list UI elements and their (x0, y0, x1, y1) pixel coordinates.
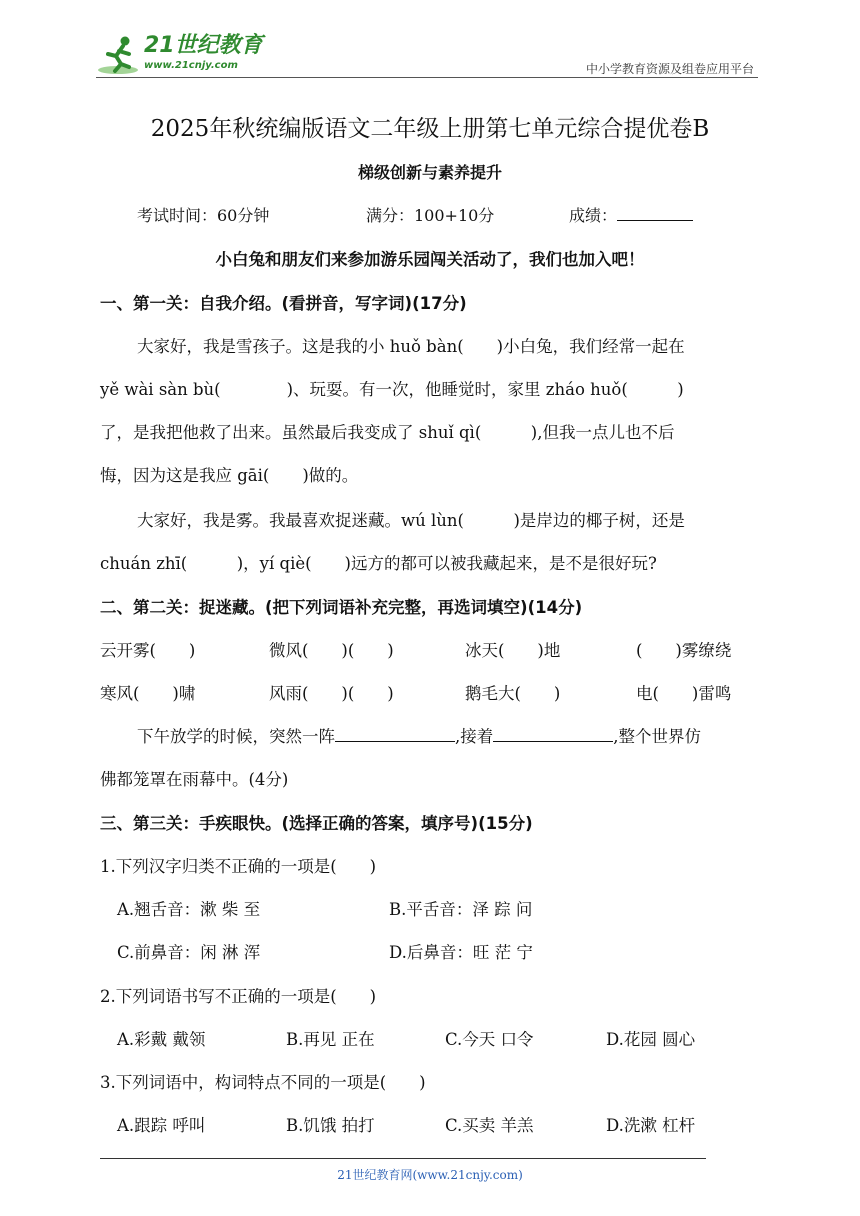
logo-title: 21世纪教育 (144, 33, 263, 58)
option-b: B.饥饿 拍打 (286, 1116, 375, 1135)
header-divider (96, 77, 758, 78)
exam-grade (569, 203, 693, 226)
question-2: 2.下列词语书写不正确的一项是( ) (100, 987, 377, 1006)
section1-line: chuán zhī( )，yí qiè( )远方的都可以被我藏起来，是不是很好玩? (100, 554, 657, 573)
fill-sentence (137, 723, 701, 747)
answer-blank[interactable] (493, 727, 613, 742)
idiom-item: 寒风( )啸 (100, 684, 196, 703)
grade-blank[interactable] (617, 206, 693, 221)
section1-line: 了，是我把他救了出来。虽然最后我变成了 shuǐ qì( ),但我一点儿也不后 (100, 423, 675, 442)
fill-text: 下午放学的时候，突然一阵 (137, 727, 335, 746)
option-a: A.翘舌音：漱 柴 至 (117, 900, 261, 919)
option-b: B.平舌音：泽 踪 问 (389, 900, 533, 919)
option-d: D.洗漱 杠杆 (606, 1116, 696, 1135)
fill-text: ,接着 (455, 727, 494, 746)
exam-score: 满分：100+10分 (366, 206, 495, 225)
idiom-item: 冰天( )地 (465, 641, 561, 660)
answer-blank[interactable] (335, 727, 455, 742)
footer-divider (100, 1158, 706, 1159)
idiom-item: 云开雾( ) (100, 641, 196, 660)
idiom-item: 电( )雷鸣 (636, 684, 732, 703)
idiom-item: ( )雾缭绕 (636, 641, 732, 660)
page-subtitle: 梯级创新与素养提升 (357, 163, 502, 182)
idiom-item: 微风( )( ) (269, 641, 394, 660)
option-a: A.跟踪 呼叫 (117, 1116, 206, 1135)
section1-line: 大家好，我是雾。我最喜欢捉迷藏。wú lùn( )是岸边的椰子树，还是 (137, 511, 685, 530)
section2-heading: 二、第二关：捉迷藏。(把下列词语补充完整，再选词填空)(14分) (100, 598, 583, 617)
section1-line: 大家好，我是雪孩子。这是我的小 huǒ bàn( )小白兔，我们经常一起在 (137, 337, 685, 356)
exam-time: 考试时间：60分钟 (137, 206, 270, 225)
idiom-item: 风雨( )( ) (269, 684, 394, 703)
section1-line: 悔，因为这是我应 gāi( )做的。 (100, 466, 359, 485)
section3-heading: 三、第三关：手疾眼快。(选择正确的答案，填序号)(15分) (100, 814, 533, 833)
option-b: B.再见 正在 (286, 1030, 375, 1049)
runner-logo-icon (96, 34, 142, 76)
section1-line: yě wài sàn bù( )、玩耍。有一次，他睡觉时，家里 zháo huǒ( ) (100, 380, 684, 399)
grade-label: 成绩： (569, 206, 618, 225)
footer-link[interactable]: 21世纪教育网(www.21cnjy.com) (337, 1168, 523, 1182)
option-c: C.买卖 羊羔 (445, 1116, 534, 1135)
section1-heading: 一、第一关：自我介绍。(看拼音，写字词)(17分) (100, 294, 467, 313)
question-3: 3.下列词语中，构词特点不同的一项是( ) (100, 1073, 426, 1092)
platform-label: 中小学教育资源及组卷应用平台 (585, 62, 754, 76)
idiom-item: 鹅毛大( ) (465, 684, 561, 703)
fill-sentence-end: 佛都笼罩在雨幕中。(4分) (100, 770, 289, 789)
fill-text: ,整个世界仿 (613, 727, 701, 746)
logo-url: www.21cnjy.com (144, 60, 238, 71)
option-d: D.后鼻音：旺 茫 宁 (389, 943, 533, 962)
intro-text: 小白兔和朋友们来参加游乐园闯关活动了，我们也加入吧！ (215, 250, 645, 269)
site-logo[interactable] (96, 34, 263, 76)
option-c: C.前鼻音：闲 淋 浑 (117, 943, 261, 962)
option-c: C.今天 口令 (445, 1030, 534, 1049)
page-title: 2025年秋统编版语文二年级上册第七单元综合提优卷B (150, 116, 710, 142)
option-d: D.花园 圆心 (606, 1030, 696, 1049)
question-1: 1.下列汉字归类不正确的一项是( ) (100, 857, 377, 876)
option-a: A.彩戴 戴领 (117, 1030, 206, 1049)
page-header (96, 34, 756, 80)
